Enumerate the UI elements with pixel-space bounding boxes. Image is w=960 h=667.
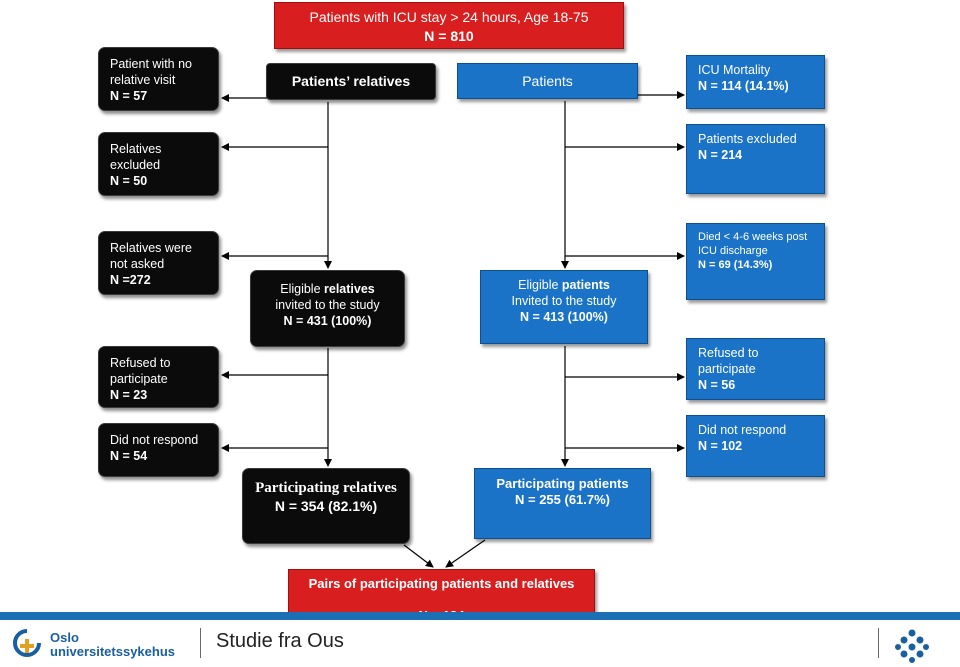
patients-no-response-line1: Did not respond	[698, 423, 787, 437]
relatives-header	[266, 63, 436, 100]
total-icu-stay-box	[274, 2, 624, 49]
eligible-patients-box	[480, 270, 648, 344]
patients-excluded-box	[686, 124, 825, 194]
relatives-no-response-line1: Did not respond	[110, 433, 199, 447]
eligible-relatives-line2: invited to the study	[275, 298, 380, 312]
eligible-patients-bold: patients	[561, 278, 610, 292]
footer-separator-right	[878, 628, 879, 658]
logo-line2: universitetssykehus	[50, 644, 176, 659]
icu-mortality-line1: ICU Mortality	[698, 63, 771, 77]
eligible-patients-count: N = 413 (100%)	[520, 310, 608, 324]
eligible-patients-line2: Invited to the study	[511, 294, 617, 308]
patients-header	[457, 63, 638, 99]
eligible-relatives-prefix: Eligible	[280, 282, 325, 296]
died-count: N = 69 (14.3%)	[698, 259, 773, 271]
no-relative-visit-box	[98, 47, 219, 111]
patients-refused-line1: Refused to	[698, 346, 759, 360]
participating-patients-box	[474, 468, 651, 539]
total-count: N = 810	[424, 28, 474, 44]
no-visit-line1: Patient with no	[110, 57, 192, 71]
footer-studie-text: Studie fra Ous	[216, 630, 344, 652]
not-asked-count: N =272	[110, 273, 151, 287]
eligible-patients-prefix: Eligible	[518, 278, 562, 292]
pairs-title: Pairs of participating patients and relatives	[308, 576, 575, 591]
died-post-discharge-box	[686, 223, 825, 300]
eligible-relatives-bold: relatives	[324, 282, 375, 296]
participating-relatives-box	[242, 468, 410, 544]
patients-refused-count: N = 56	[698, 378, 736, 392]
hospital-logo-text	[50, 631, 175, 659]
eligible-relatives-box	[250, 270, 405, 347]
patients-no-response-box	[686, 415, 825, 477]
arrow-patients-to-pairs	[446, 540, 485, 567]
patients-header-label: Patients	[522, 73, 573, 89]
arrow-relatives-to-pairs	[404, 545, 433, 567]
total-title: Patients with ICU stay > 24 hours, Age 18-75	[309, 9, 589, 25]
relatives-refused-line1: Refused to	[110, 356, 171, 370]
dots-logo-icon	[894, 628, 930, 664]
patients-excluded-count: N = 214	[698, 148, 743, 162]
participating-relatives-title: Participating relatives	[255, 480, 397, 496]
patients-no-response-count: N = 102	[698, 439, 743, 453]
logo-line1: Oslo	[50, 630, 79, 645]
relatives-excluded-line1: Relatives	[110, 142, 162, 156]
not-asked-line2: not asked	[110, 257, 165, 271]
patients-excluded-line1: Patients excluded	[698, 132, 797, 146]
footer-band	[0, 612, 960, 620]
relatives-header-label: Patients’ relatives	[291, 73, 411, 89]
relatives-excluded-line2: excluded	[110, 158, 161, 172]
participating-relatives-count: N = 354 (82.1%)	[274, 498, 378, 514]
relatives-no-response-count: N = 54	[110, 449, 148, 463]
died-line1: Died < 4-6 weeks post	[698, 231, 808, 243]
relatives-excluded-count: N = 50	[110, 174, 148, 188]
eligible-relatives-count: N = 431 (100%)	[283, 314, 372, 328]
died-line2: ICU discharge	[698, 245, 768, 257]
relatives-refused-count: N = 23	[110, 388, 148, 402]
patients-refused-line2: participate	[698, 362, 756, 376]
patients-refused-box	[686, 338, 825, 400]
relatives-refused-line2: participate	[110, 372, 168, 386]
footer-separator-left	[200, 628, 201, 658]
icu-mortality-box	[686, 55, 825, 109]
icu-mortality-count: N = 114 (14.1%)	[698, 79, 789, 93]
not-asked-line1: Relatives were	[110, 241, 192, 255]
relatives-refused-box	[98, 346, 219, 408]
no-visit-line2: relative visit	[110, 73, 176, 87]
relatives-no-response-box	[98, 423, 219, 477]
oslo-logo-icon	[12, 628, 42, 658]
no-visit-count: N = 57	[110, 89, 148, 103]
participating-patients-count: N = 255 (61.7%)	[514, 492, 611, 507]
participating-patients-title: Participating patients	[496, 476, 629, 491]
relatives-not-asked-box	[98, 231, 219, 295]
relatives-excluded-box	[98, 132, 219, 196]
